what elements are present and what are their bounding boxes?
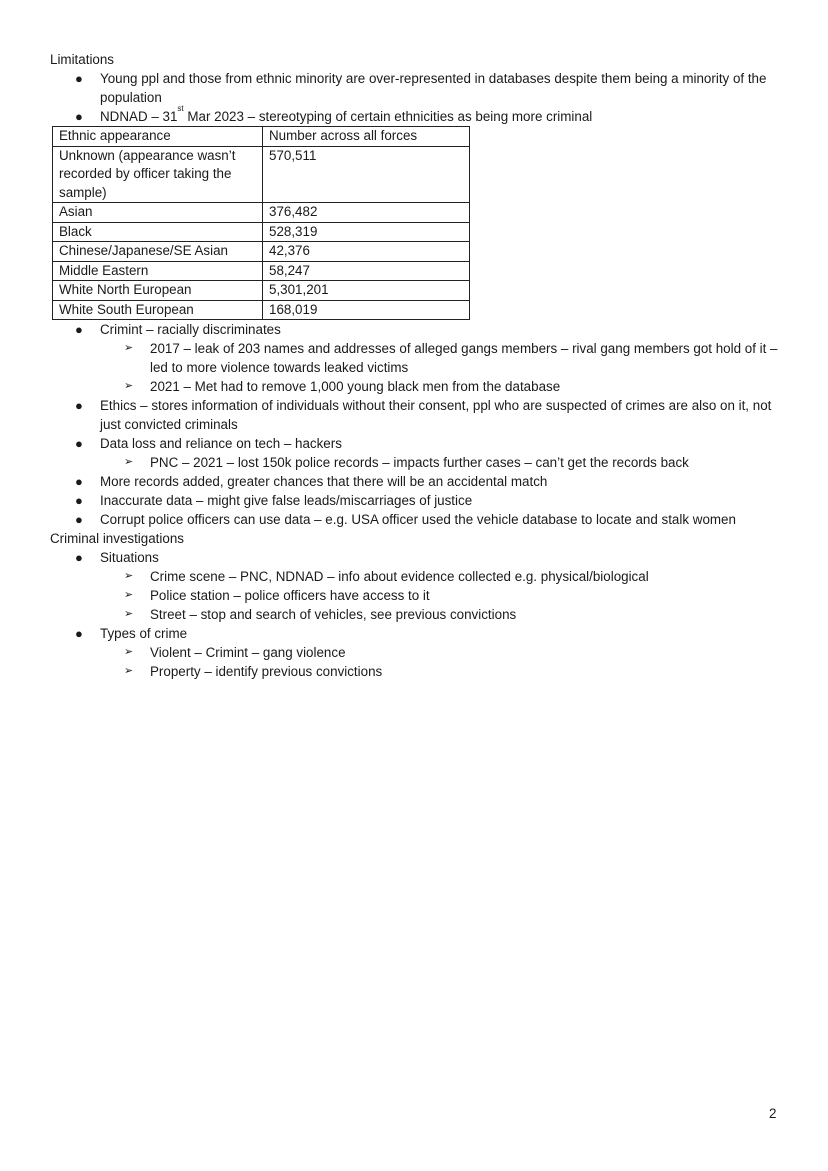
bullet-text: Situations bbox=[100, 550, 159, 565]
heading-criminal-investigations: Criminal investigations bbox=[50, 531, 184, 546]
sub-bullet-text: PNC – 2021 – lost 150k police records – impacts further cases – can’t get the records back bbox=[150, 455, 689, 470]
bullet-item bbox=[50, 69, 790, 107]
bullet-item bbox=[50, 320, 790, 339]
table-cell-number: 58,247 bbox=[263, 261, 470, 281]
bullet-text: Crimint – racially discriminates bbox=[100, 322, 281, 337]
bullet-item bbox=[50, 624, 790, 643]
bullet-icon: ● bbox=[75, 398, 83, 413]
bullet-icon: ● bbox=[75, 71, 83, 86]
bullet-item bbox=[50, 510, 790, 529]
bullet-icon: ● bbox=[75, 322, 83, 337]
table-row bbox=[53, 203, 470, 223]
bullet-icon: ● bbox=[75, 493, 83, 508]
table-cell-number: 528,319 bbox=[263, 222, 470, 242]
sub-bullet-item bbox=[50, 453, 790, 472]
sub-bullet-text: Violent – Crimint – gang violence bbox=[150, 645, 346, 660]
table-cell-ethnicity: Asian bbox=[53, 203, 263, 223]
sub-bullet-item bbox=[50, 567, 790, 586]
sub-bullet-item bbox=[50, 662, 790, 681]
table-header-cell: Number across all forces bbox=[263, 127, 470, 147]
superscript: st bbox=[177, 103, 184, 113]
arrow-bullet-icon: ➢ bbox=[124, 608, 134, 620]
heading-limitations: Limitations bbox=[50, 52, 115, 67]
sub-bullet-item bbox=[50, 339, 790, 377]
table-cell-ethnicity: Black bbox=[53, 222, 263, 242]
bullet-item bbox=[50, 472, 790, 491]
sub-bullet-text: Police station – police officers have access to it bbox=[150, 588, 430, 603]
bullet-text: Young ppl and those from ethnic minority are over-represented in databases despite them being a minority of the population bbox=[100, 71, 767, 105]
table-cell-number: 42,376 bbox=[263, 242, 470, 262]
bullet-item bbox=[50, 396, 790, 434]
bullet-text: More records added, greater chances that there will be an accidental match bbox=[100, 474, 548, 489]
table-cell-number: 376,482 bbox=[263, 203, 470, 223]
arrow-bullet-icon: ➢ bbox=[124, 646, 134, 658]
bullet-text: Ethics – stores information of individuals without their consent, ppl who are suspected of crimes are also on it, not just convicted criminals bbox=[100, 398, 772, 432]
sub-bullet-text: Street – stop and search of vehicles, see previous convictions bbox=[150, 607, 517, 622]
arrow-bullet-icon: ➢ bbox=[124, 380, 134, 392]
bullet-icon: ● bbox=[75, 550, 83, 565]
arrow-bullet-icon: ➢ bbox=[124, 589, 134, 601]
bullet-text: Types of crime bbox=[100, 626, 188, 641]
document-page bbox=[50, 50, 790, 681]
sub-bullet-item bbox=[50, 605, 790, 624]
arrow-bullet-icon: ➢ bbox=[124, 456, 134, 468]
table-row bbox=[53, 242, 470, 262]
bullet-text: Corrupt police officers can use data – e.g. USA officer used the vehicle database to locate and stalk women bbox=[100, 512, 736, 527]
table-row bbox=[53, 300, 470, 320]
table-cell-ethnicity: White South European bbox=[53, 300, 263, 320]
table-cell-ethnicity: Unknown (appearance wasn’t recorded by officer taking the sample) bbox=[53, 146, 263, 203]
arrow-bullet-icon: ➢ bbox=[124, 665, 134, 677]
table-row bbox=[53, 281, 470, 301]
bullet-icon: ● bbox=[75, 626, 83, 641]
table-row bbox=[53, 222, 470, 242]
table-cell-number: 5,301,201 bbox=[263, 281, 470, 301]
sub-bullet-item bbox=[50, 586, 790, 605]
sub-bullet-item bbox=[50, 377, 790, 396]
page-number: 2 bbox=[769, 1106, 777, 1121]
table-header-row bbox=[53, 127, 470, 147]
sub-bullet-item bbox=[50, 643, 790, 662]
sub-bullet-text: 2017 – leak of 203 names and addresses of alleged gangs members – rival gang members got hold of it – led to more violence towards leaked victims bbox=[150, 341, 778, 375]
bullet-text: Inaccurate data – might give false leads/miscarriages of justice bbox=[100, 493, 473, 508]
arrow-bullet-icon: ➢ bbox=[124, 570, 134, 582]
bullet-item bbox=[50, 548, 790, 567]
table-cell-ethnicity: Middle Eastern bbox=[53, 261, 263, 281]
bullet-text: Data loss and reliance on tech – hackers bbox=[100, 436, 342, 451]
arrow-bullet-icon: ➢ bbox=[124, 342, 134, 354]
bullet-text: NDNAD – 31st Mar 2023 – stereotyping of certain ethnicities as being more criminal bbox=[100, 103, 593, 124]
ethnicity-table bbox=[52, 126, 470, 320]
bullet-icon: ● bbox=[75, 436, 83, 451]
bullet-icon: ● bbox=[75, 474, 83, 489]
table-cell-ethnicity: White North European bbox=[53, 281, 263, 301]
bullet-icon: ● bbox=[75, 109, 83, 124]
table-cell-number: 168,019 bbox=[263, 300, 470, 320]
table-header-cell: Ethnic appearance bbox=[53, 127, 263, 147]
table-row bbox=[53, 146, 470, 203]
bullet-item bbox=[50, 103, 790, 126]
sub-bullet-text: Crime scene – PNC, NDNAD – info about evidence collected e.g. physical/biological bbox=[150, 569, 649, 584]
sub-bullet-text: 2021 – Met had to remove 1,000 young black men from the database bbox=[150, 379, 561, 394]
bullet-icon: ● bbox=[75, 512, 83, 527]
sub-bullet-text: Property – identify previous convictions bbox=[150, 664, 383, 679]
bullet-item bbox=[50, 491, 790, 510]
bullet-item bbox=[50, 434, 790, 453]
table-row bbox=[53, 261, 470, 281]
table-cell-ethnicity: Chinese/Japanese/SE Asian bbox=[53, 242, 263, 262]
table-cell-number: 570,511 bbox=[263, 146, 470, 203]
